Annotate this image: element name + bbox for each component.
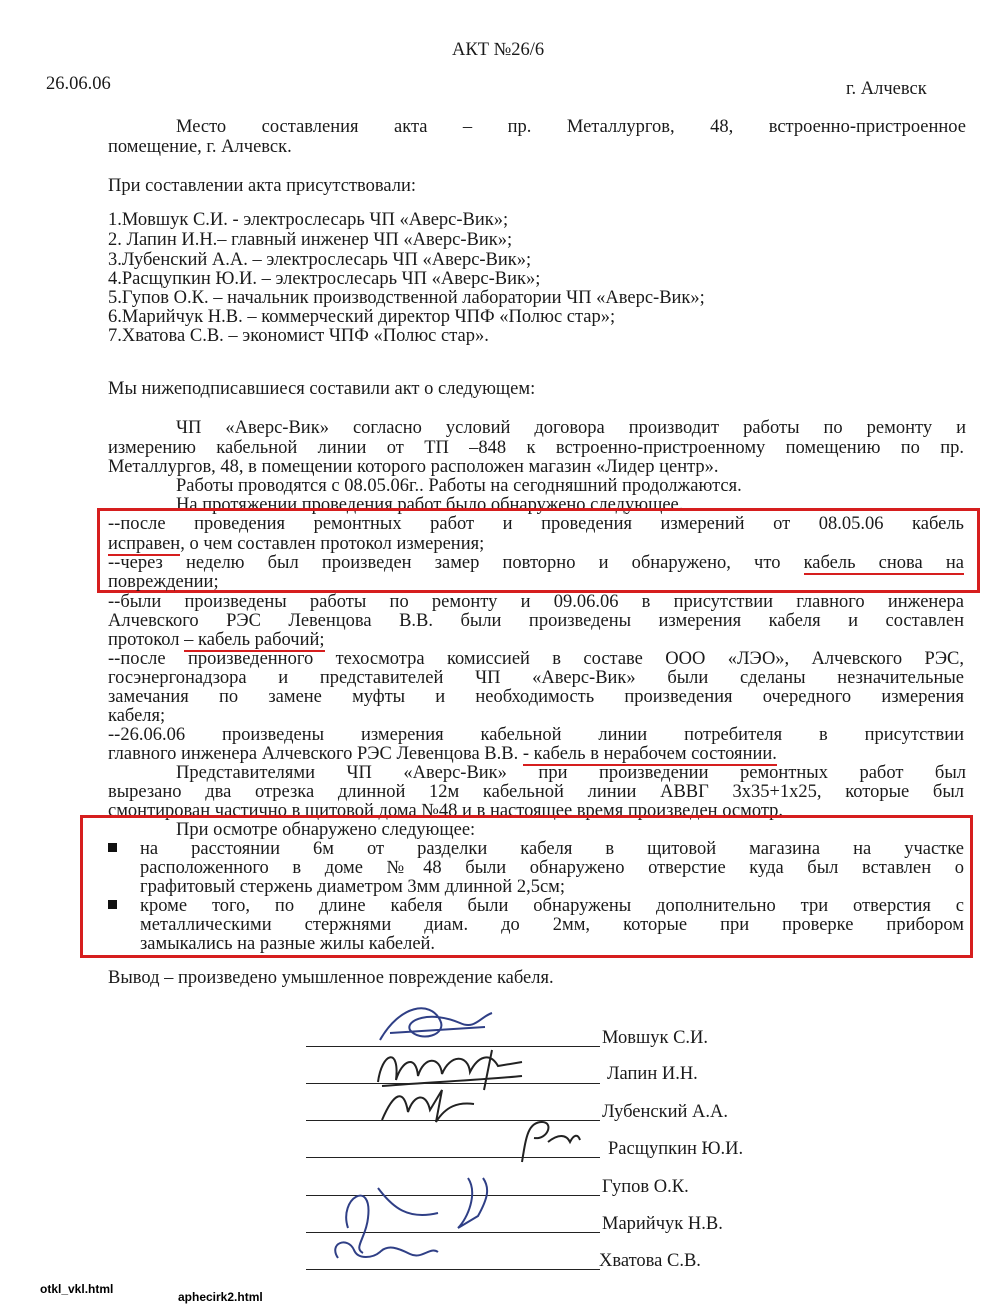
- finding-2-line-3: замыкались на разные жилы кабелей.: [140, 934, 436, 954]
- attendee-item: 1.Мовшук С.И. - электрослесарь ЧП «Аверс-Вик»;: [108, 210, 509, 230]
- attendee-item: 6.Марийчук Н.В. – коммерческий директор ЧПФ «Полюс стар»;: [108, 307, 616, 327]
- item-3-line-1: --были произведены работы по ремонту и 09.06.06 в присутствии главного инженера: [108, 592, 964, 612]
- bullet-icon: [108, 843, 117, 852]
- item-4-line-1: --после произведенного техосмотра комиссией в составе ООО «ЛЭО», Алчевского РЭС,: [108, 649, 964, 669]
- underlined-damaged: кабель снова на: [803, 553, 964, 573]
- underlined-fixed: исправен: [108, 534, 181, 554]
- conclusion: Вывод – произведено умышленное повреждение кабеля.: [108, 968, 554, 988]
- statement-intro: Мы нижеподписавшиеся составили акт о следующем:: [108, 379, 536, 399]
- item-2-text: --через неделю был произведен замер повторно и обнаружено, что: [108, 553, 804, 573]
- item-4-line-2: госэнергонадзора и представителей ЧП «Аверс-Вик» были сделаны незначительные: [108, 668, 964, 688]
- signer-name: Мовшук С.И.: [602, 1028, 709, 1048]
- item-5-line-2: [108, 744, 964, 764]
- body-p4-line-2: вырезано два отрезка длинной 12м кабельной линии АВВГ 3х35+1х25, которые был: [108, 782, 964, 802]
- attendee-item: 7.Хватова С.В. – экономист ЧПФ «Полюс стар».: [108, 326, 489, 346]
- item-1-line-1: --после проведения ремонтных работ и проведения измерений от 08.05.06 кабель: [108, 514, 964, 534]
- item-1-line-2-rest: , о чем составлен протокол измерения;: [180, 534, 485, 554]
- finding-2-line-2: металлическими стержнями диам. до 2мм, которые при проверке прибором: [140, 915, 964, 935]
- item-2-line-1: [108, 553, 964, 573]
- item-5-text: главного инженера Алчевского РЭС Левенцова В.В.: [108, 744, 523, 764]
- underlined-not-working: - кабель в нерабочем состоянии.: [522, 744, 777, 764]
- handwritten-signature: [508, 1112, 583, 1167]
- act-title: АКТ №26/6: [452, 40, 545, 60]
- body-p4-line-1: Представителями ЧП «Аверс-Вик» при произведении ремонтных работ был: [176, 763, 966, 783]
- body-p2: Работы проводятся с 08.05.06г.. Работы на сегодняшний продолжаются.: [176, 476, 742, 496]
- body-p4-line-3: смонтирован частично в щитовой дома №48 и в настоящее время произведен осмотр.: [108, 801, 784, 821]
- item-4-line-3: замечания по замене муфты и необходимость произведения очередного измерения: [108, 687, 964, 707]
- signer-name: Лапин И.Н.: [607, 1064, 698, 1084]
- handwritten-signature: [374, 1082, 484, 1127]
- signer-name: Лубенский А.А.: [602, 1102, 728, 1122]
- act-city: г. Алчевск: [846, 79, 927, 99]
- signer-name: Хватова С.В.: [599, 1251, 701, 1271]
- attendee-item: 2. Лапин И.Н.– главный инженер ЧП «Аверс-Вик»;: [108, 230, 513, 250]
- underlined-working: – кабель рабочий;: [184, 630, 325, 650]
- item-3-line-3: [108, 630, 964, 650]
- finding-1-line-3: графитовый стержень диаметром 3мм длинной 2,5см;: [140, 877, 566, 897]
- footer-file-label: aphecirk2.html: [178, 1290, 263, 1304]
- inspection-intro: При осмотре обнаружено следующее:: [176, 820, 476, 840]
- body-p1-line-1: ЧП «Аверс-Вик» согласно условий договора производит работы по ремонту и: [176, 418, 966, 438]
- body-p1-line-2: измерению кабельной линии от ТП –848 к встроенно-пристроенному помещению по пр.: [108, 438, 964, 458]
- attendee-item: 5.Гупов О.К. – начальник производственной лаборатории ЧП «Аверс-Вик»;: [108, 288, 705, 308]
- signer-name: Расщупкин Ю.И.: [608, 1139, 744, 1159]
- finding-1-line-2: расположенного в доме №48 были обнаружено отверстие куда был вставлен о: [140, 858, 964, 878]
- item-3-line-2: Алчевского РЭС Левенцова В.В. были произведены измерения кабеля и составлен: [108, 611, 964, 631]
- attendees-intro: При составлении акта присутствовали:: [108, 176, 417, 196]
- signer-name: Марийчук Н.В.: [602, 1214, 723, 1234]
- finding-2-line-1: кроме того, по длине кабеля были обнаружены дополнительно три отверстия с: [140, 896, 964, 916]
- attendee-item: 3.Лубенский А.А. – электрослесарь ЧП «Аверс-Вик»;: [108, 250, 532, 270]
- body-p1-line-3: Металлургов, 48, в помещении которого расположен магазин «Лидер центр».: [108, 457, 719, 477]
- item-3-text: протокол: [108, 630, 185, 650]
- attendee-item: 4.Расщупкин Ю.И. – электрослесарь ЧП «Аверс-Вик»;: [108, 269, 541, 289]
- item-5-line-1: --26.06.06 произведены измерения кабельной линии потребителя в присутствии: [108, 725, 964, 745]
- bullet-icon: [108, 900, 117, 909]
- signer-name: Гупов О.К.: [602, 1177, 689, 1197]
- place-line-2: помещение, г. Алчевск.: [108, 137, 292, 157]
- item-4-line-4: кабеля;: [108, 706, 166, 726]
- item-2-line-2: повреждении;: [108, 572, 219, 592]
- footer-file-label: otkl_vkl.html: [40, 1282, 114, 1296]
- handwritten-signature: [318, 1158, 518, 1273]
- place-line-1: Место составления акта – пр. Металлургов, 48, встроенно-пристроенное: [176, 117, 966, 137]
- item-1-line-2: [108, 534, 964, 554]
- body-p3: На протяжении проведения работ было обнаружено следующее.: [176, 495, 684, 515]
- act-date: 26.06.06: [46, 74, 111, 94]
- finding-1-line-1: на расстоянии 6м от разделки кабеля в щитовой магазина на участке: [140, 839, 964, 859]
